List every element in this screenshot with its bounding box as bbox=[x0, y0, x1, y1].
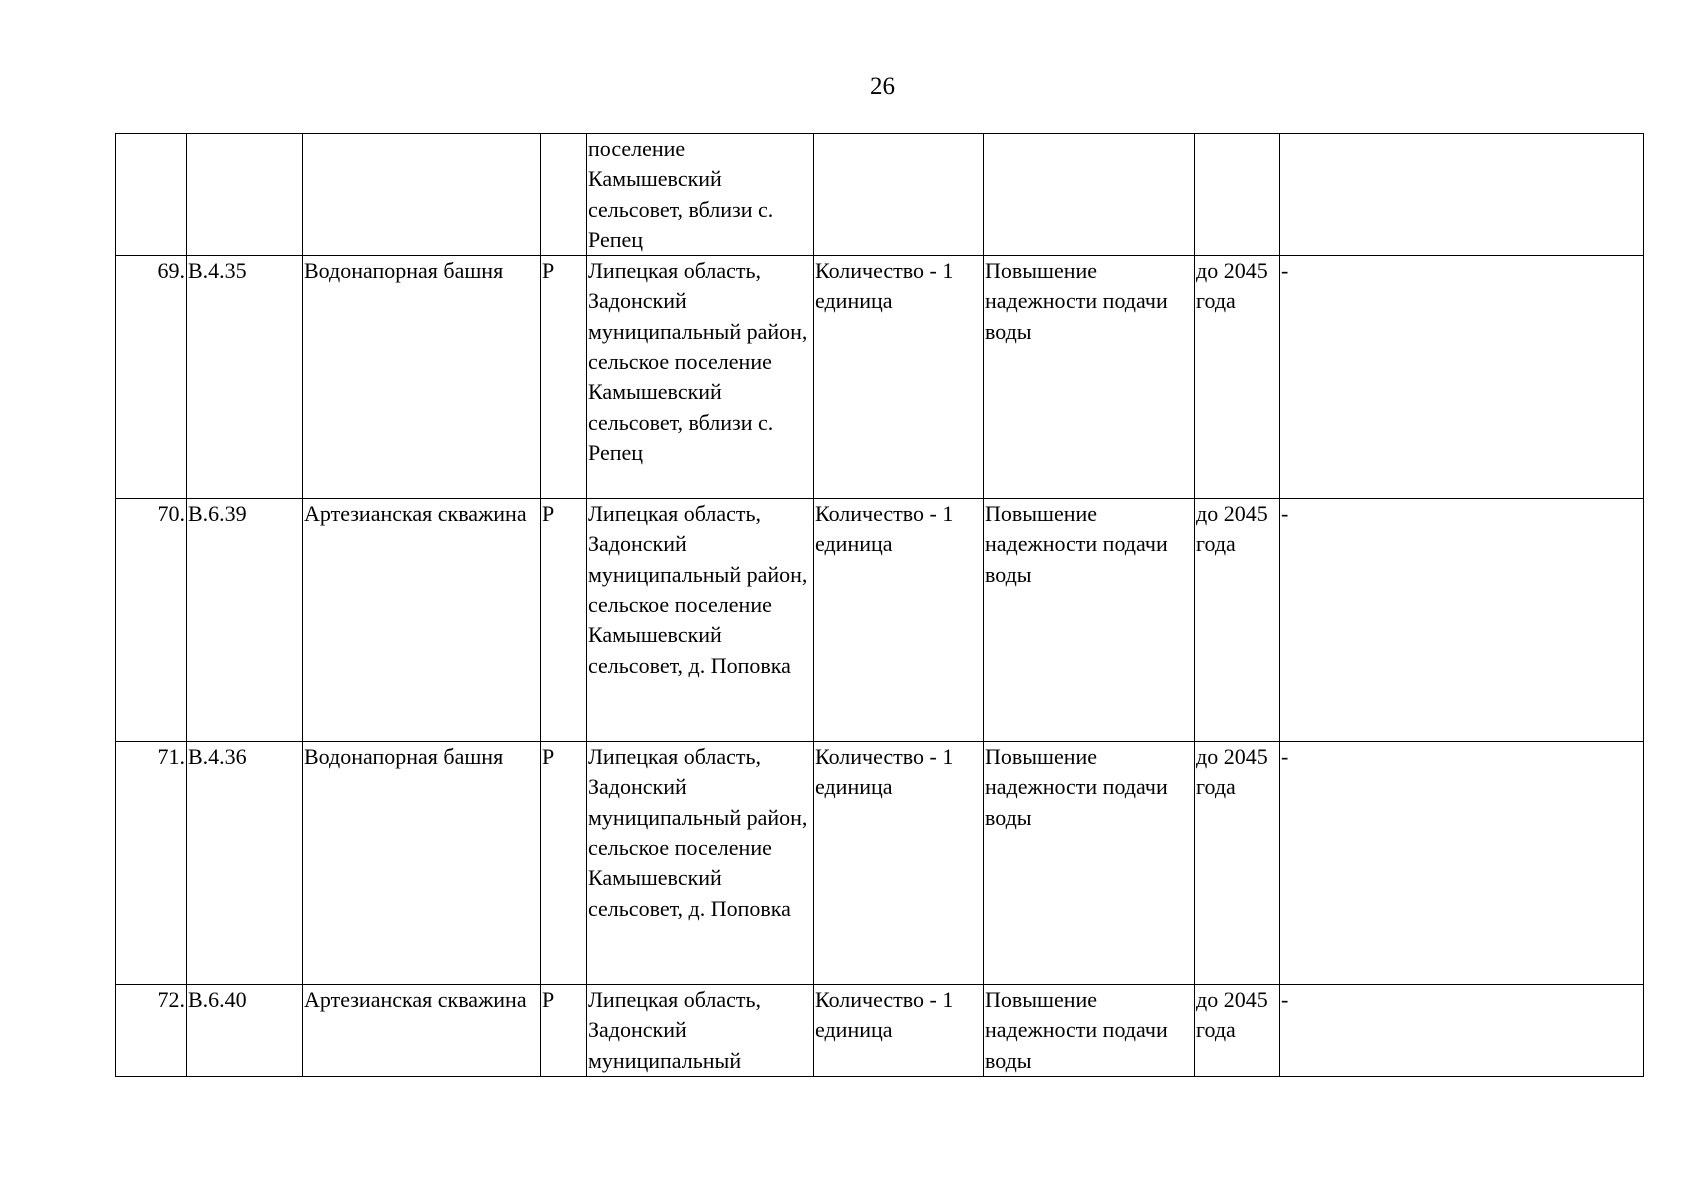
table-row bbox=[116, 742, 1644, 985]
cell-status: Р bbox=[541, 742, 587, 985]
cell-code: В.4.36 bbox=[187, 742, 303, 985]
cell-status: Р bbox=[541, 256, 587, 499]
cell-location: Липецкая область, Задонский муниципальный район, сельское поселение Камышевский сельсовет, вблизи с. Репец bbox=[587, 256, 814, 499]
cell-num: 71. bbox=[116, 742, 187, 985]
cell-term bbox=[1195, 134, 1280, 256]
cell-term: до 2045 года bbox=[1195, 256, 1280, 499]
objects-table bbox=[115, 133, 1644, 1077]
cell-name: Артезианская скважина bbox=[303, 985, 541, 1077]
cell-purpose: Повышение надежности подачи воды bbox=[984, 499, 1195, 742]
cell-num: 72. bbox=[116, 985, 187, 1077]
cell-zone: - bbox=[1280, 499, 1644, 742]
cell-purpose bbox=[984, 134, 1195, 256]
cell-quantity: Количество - 1 единица bbox=[814, 499, 984, 742]
cell-code bbox=[187, 134, 303, 256]
cell-quantity: Количество - 1 единица bbox=[814, 256, 984, 499]
cell-num: 69. bbox=[116, 256, 187, 499]
cell-zone: - bbox=[1280, 742, 1644, 985]
cell-purpose: Повышение надежности подачи воды bbox=[984, 985, 1195, 1077]
cell-name: Водонапорная башня bbox=[303, 256, 541, 499]
cell-location: поселение Камышевский сельсовет, вблизи с. Репец bbox=[587, 134, 814, 256]
cell-code: В.6.39 bbox=[187, 499, 303, 742]
cell-zone bbox=[1280, 134, 1644, 256]
cell-term: до 2045 года bbox=[1195, 742, 1280, 985]
table-row bbox=[116, 985, 1644, 1077]
cell-zone: - bbox=[1280, 256, 1644, 499]
cell-code: В.4.35 bbox=[187, 256, 303, 499]
table-row bbox=[116, 499, 1644, 742]
cell-quantity bbox=[814, 134, 984, 256]
table-row-continuation bbox=[116, 134, 1644, 256]
cell-quantity: Количество - 1 единица bbox=[814, 742, 984, 985]
cell-name: Артезианская скважина bbox=[303, 499, 541, 742]
cell-num: 70. bbox=[116, 499, 187, 742]
cell-name bbox=[303, 134, 541, 256]
cell-location: Липецкая область, Задонский муниципальный район, сельское поселение Камышевский сельсовет, д. Поповка bbox=[587, 742, 814, 985]
cell-zone: - bbox=[1280, 985, 1644, 1077]
cell-term: до 2045 года bbox=[1195, 499, 1280, 742]
cell-quantity: Количество - 1 единица bbox=[814, 985, 984, 1077]
cell-num bbox=[116, 134, 187, 256]
cell-location: Липецкая область, Задонский муниципальный район, сельское поселение Камышевский сельсовет, д. Поповка bbox=[587, 499, 814, 742]
cell-location: Липецкая область, Задонский муниципальный bbox=[587, 985, 814, 1077]
cell-status: Р bbox=[541, 985, 587, 1077]
table-row bbox=[116, 256, 1644, 499]
cell-term: до 2045 года bbox=[1195, 985, 1280, 1077]
cell-purpose: Повышение надежности подачи воды bbox=[984, 256, 1195, 499]
page-number: 26 bbox=[870, 73, 895, 100]
cell-purpose: Повышение надежности подачи воды bbox=[984, 742, 1195, 985]
cell-status bbox=[541, 134, 587, 256]
cell-name: Водонапорная башня bbox=[303, 742, 541, 985]
cell-code: В.6.40 bbox=[187, 985, 303, 1077]
cell-status: Р bbox=[541, 499, 587, 742]
